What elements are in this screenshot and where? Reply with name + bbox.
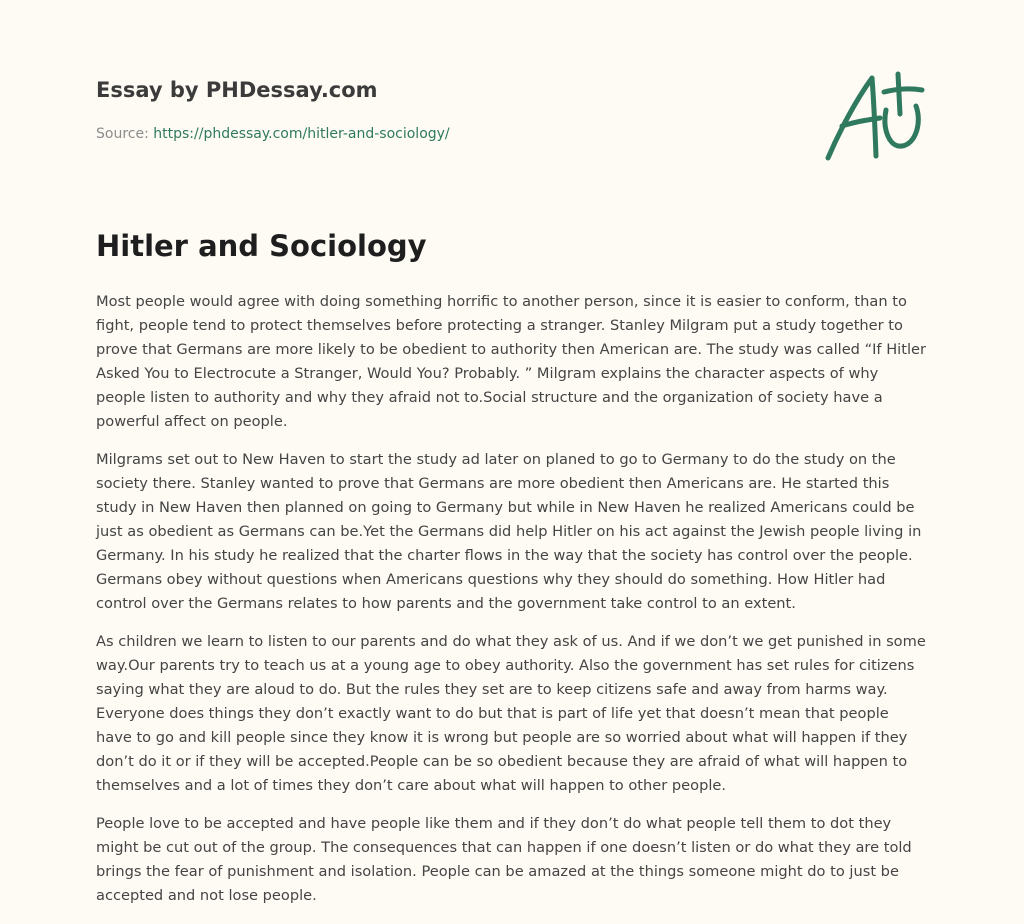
page-header	[96, 76, 736, 144]
essay-paragraph: As children we learn to listen to our parents and do what they ask of us. And if we don’t we get punished in some way.Our parents try to teach us at a young age to obey authority. Also the government has set rules for citizens saying what they are aloud to do. But the rules they set are to keep citizens safe and away from harms way. Everyone does things they don’t exactly want to do but that is part of life yet that doesn’t mean that people have to go and kill people since they know it is wrong but people are so worried about what will happen if they don’t do it or if they will be accepted.People can be so obedient because they are afraid of what will happen to themselves and a lot of times they don’t care about what will happen to other people.	[96, 633, 926, 794]
source-link[interactable]: https://phdessay.com/hitler-and-sociology/	[153, 126, 450, 142]
essay-paragraph: People love to be accepted and have people like them and if they don’t do what people tell them to dot they might be cut out of the group. The consequences that can happen if one doesn’t listen or do what they are told brings the fear of punishment and isolation. People can be amazed at the things someone might do to just be accepted and not lose people.	[96, 815, 912, 904]
essay-title: Hitler and Sociology	[96, 229, 427, 263]
essay-content	[96, 226, 928, 922]
source-label: Source:	[96, 126, 154, 142]
essay-paragraph: Most people would agree with doing something horrific to another person, since it is easier to conform, than to fight, people tend to protect themselves before protecting a stranger. Stanley Milgram put a study together to prove that Germans are more likely to be obedient to authority then American are. The study was called “If Hitler Asked You to Electrocute a Stranger, Would You? Probably. ” Milgram explains the character aspects of why people listen to authority and why they afraid not to.Social structure and the organization of society have a powerful affect on people.	[96, 293, 926, 430]
source-line	[96, 124, 736, 144]
a-plus-grade-icon	[820, 66, 932, 170]
essay-paragraph: Milgrams set out to New Haven to start the study ad later on planed to go to Germany to do the study on the society there. Stanley wanted to prove that Germans are more obedient then Americans are. He started this study in New Haven then planned on going to Germany but while in New Haven he realized Americans could be just as obedient as Germans can be.Yet the Germans did help Hitler on his act against the Jewish people living in Germany. In his study he realized that the charter flows in the way that the society has control over the people. Germans obey without questions when Americans questions why they should do something. How Hitler had control over the Germans relates to how parents and the government take control to an extent.	[96, 451, 922, 612]
site-title: Essay by PHDessay.com	[96, 78, 378, 102]
